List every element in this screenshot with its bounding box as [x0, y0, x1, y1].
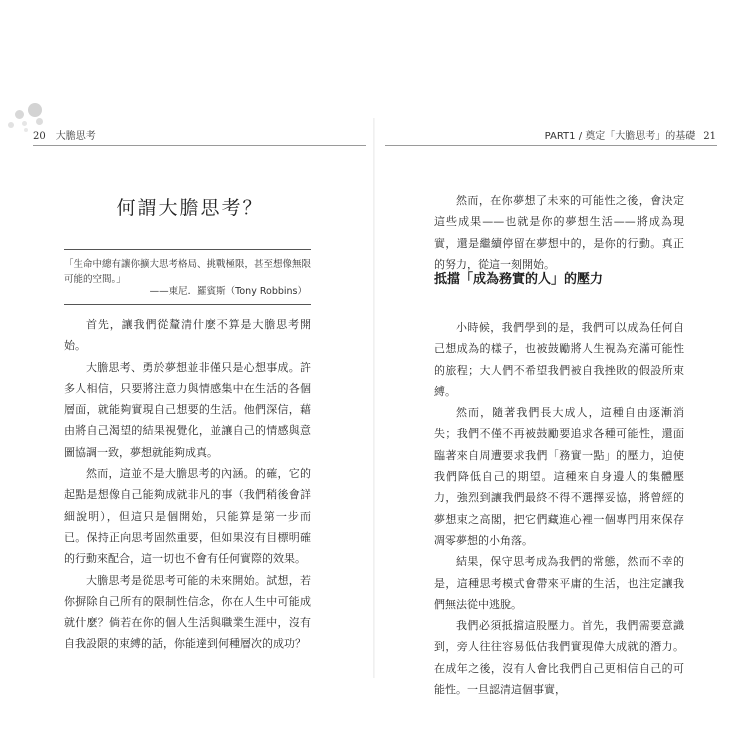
body-paragraph: 然而，這並不是大膽思考的內涵。的確，它的起點是想像自己能夠成就非凡的事（我們稍後會詳細說明），但這只是個開始，只能算是第一步而已。保持正向思考固然重要，但如果沒有目標明確的行動來配合，這一切也不會有任何實際的效果。 — [64, 467, 311, 566]
body-paragraph: 首先，讓我們從釐清什麼不算是大膽思考開始。 — [64, 318, 311, 353]
body-paragraph: 小時候，我們學到的是，我們可以成為任何自己想成為的樣子，也被鼓勵將人生視為充滿可能性的旅程；大人們不希望我們被自我挫敗的假設所束縛。 — [434, 321, 684, 398]
decorative-dot — [8, 122, 14, 128]
body-paragraph: 然而，隨著我們長大成人，這種自由逐漸消失；我們不僅不再被鼓勵要追求各種可能性，還面臨著來自周遭要求我們「務實一點」的壓力，迫使我們降低自己的期望。這種來自身邊人的集體壓力，強烈到讓我們最終不得不選擇妥協，將曾經的夢想束之高閣，把它們藏進心裡一個專門用來保存凋零夢想的小角落。 — [434, 406, 684, 547]
right-page-number: 21 — [703, 131, 716, 142]
book-gutter — [373, 118, 375, 678]
body-paragraph: 大膽思考是從思考可能的未來開始。試想，若你摒除自己所有的限制性信念，你在人生中可能成就什麼？倘若在你的個人生活與職業生涯中，沒有自我設限的束縛的話，你能達到何種層次的成功？ — [64, 573, 311, 651]
right-body-text — [434, 317, 684, 700]
right-running-header — [545, 131, 716, 143]
left-running-head: 大膽思考 — [55, 131, 96, 142]
epigraph-box — [64, 249, 311, 305]
body-paragraph: 大膽思考、勇於夢想並非僅只是心想事成。許多人相信，只要將注意力與情感集中在生活的各個層面，就能夠實現自己想要的生活。他們深信，藉由將自己渴望的結果視覺化，並讓自己的情感與意圖協調一致，夢想就能夠成真。 — [64, 360, 311, 459]
left-running-header — [33, 131, 96, 143]
epigraph-text: 「生命中總有讓你擴大思考格局、挑戰極限，甚至想像無限可能的空間。」 — [64, 259, 312, 285]
section-heading: 抵擋「成為務實的人」的壓力 — [434, 272, 604, 287]
left-page-number: 20 — [33, 131, 46, 142]
left-body-text — [64, 314, 311, 655]
body-paragraph: 結果，保守思考成為我們的常態，然而不幸的是，這種思考模式會帶來平庸的生活，也注定讓我們無法從中逃脫。 — [434, 555, 684, 611]
decorative-dot — [22, 121, 27, 126]
body-paragraph: 然而，在你夢想了未來的可能性之後，會決定這些成果——也就是你的夢想生活——將成為現實，還是繼續停留在夢想中的，是你的行動。真正的努力，從這一刻開始。 — [434, 194, 684, 271]
body-paragraph: 我們必須抵擋這股壓力。首先，我們需要意識到，旁人往往容易低估我們實現偉大成就的潛力。在成年之後，沒有人會比我們自己更相信自己的可能性。一旦認清這個事實， — [434, 619, 684, 697]
epigraph-source: ——東尼．羅賓斯（Tony Robbins） — [149, 286, 307, 297]
left-header-rule — [33, 145, 366, 146]
right-running-head: PART1 / 奠定「大膽思考」的基礎 — [544, 131, 696, 142]
decorative-dot — [28, 103, 42, 117]
chapter-title: 何謂大膽思考？ — [116, 197, 264, 219]
decorative-dot — [15, 110, 24, 119]
decorative-dot — [24, 128, 28, 132]
right-header-rule — [385, 145, 717, 146]
decorative-dot — [36, 118, 43, 125]
right-opening-text — [434, 190, 684, 275]
